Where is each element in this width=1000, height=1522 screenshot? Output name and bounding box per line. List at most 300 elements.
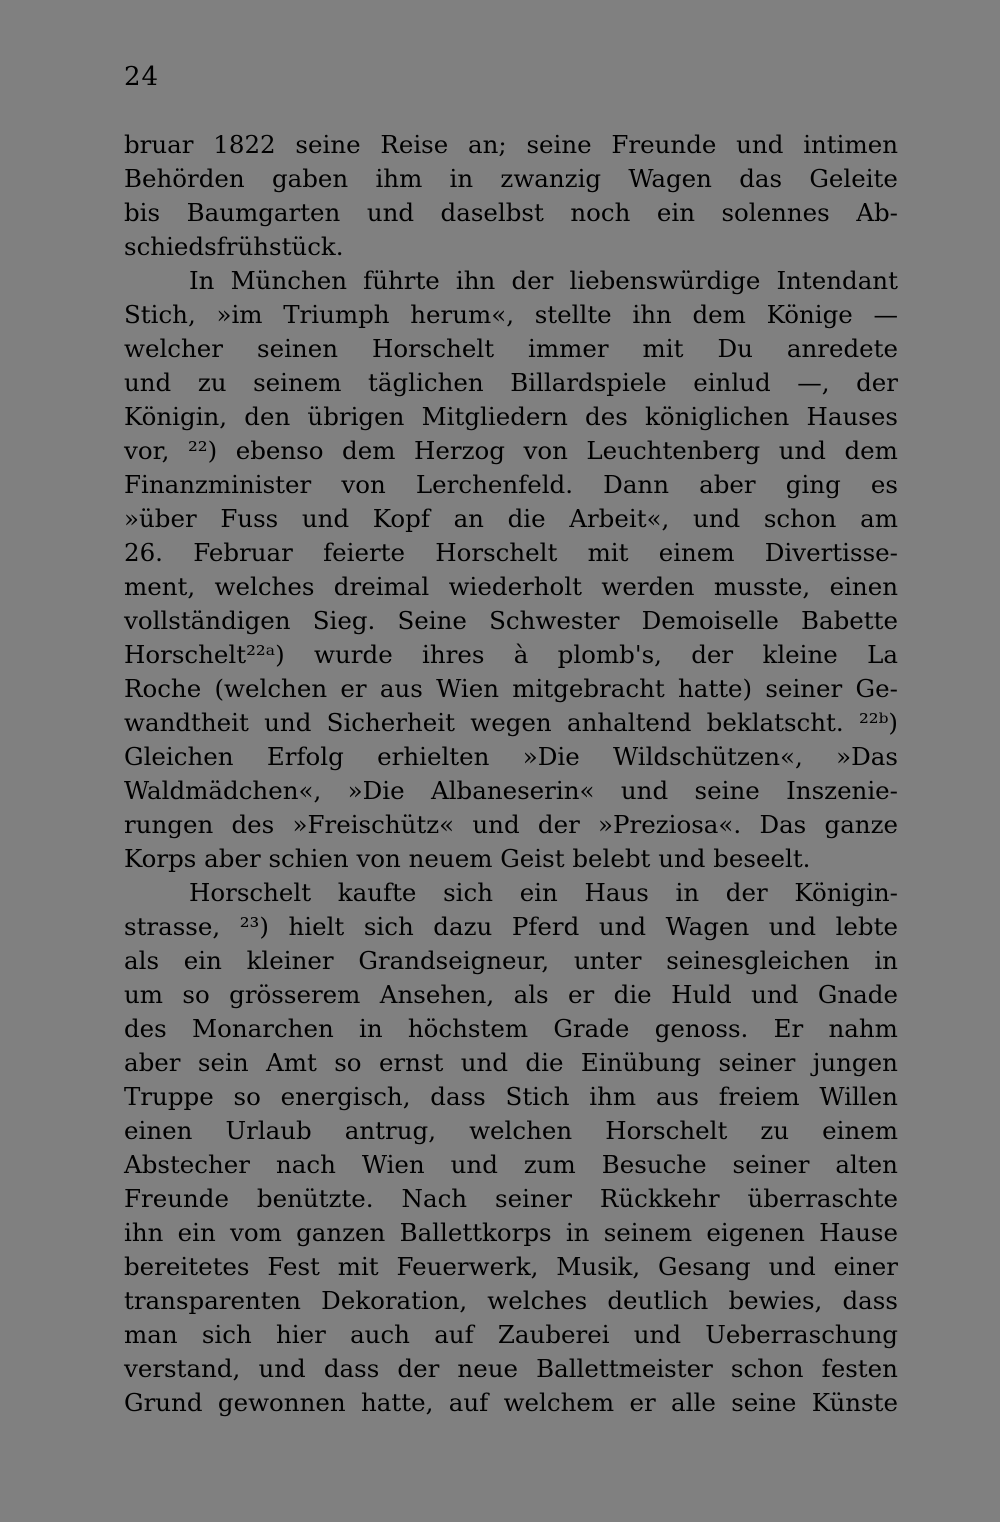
word: Dekoration, (321, 1286, 468, 1315)
word: hier (276, 1320, 326, 1349)
word: ihn (455, 266, 496, 295)
word: freiem (718, 1082, 800, 1111)
word: neuem (408, 844, 493, 873)
word: täglichen (368, 368, 484, 397)
word: herum«, (410, 300, 515, 329)
word: Seine (397, 606, 467, 635)
word: anredete (786, 334, 898, 363)
word: Ab- (856, 198, 898, 227)
word: ein (519, 878, 558, 907)
text-line (124, 672, 898, 706)
text-line (124, 230, 898, 264)
text-line (124, 332, 898, 366)
word: Einübung (580, 1048, 702, 1077)
word: dass (430, 1082, 486, 1111)
word: Horschelt²²ᵃ) (124, 640, 285, 669)
word: und (633, 1320, 682, 1349)
word: des (124, 1014, 167, 1043)
word: Geleite (809, 164, 898, 193)
word: kleiner (246, 946, 334, 975)
word: Korps (124, 844, 197, 873)
word: nahm (828, 1014, 898, 1043)
word: Haus (584, 878, 649, 907)
word: er (568, 980, 595, 1009)
word: der (691, 640, 734, 669)
text-line (124, 604, 898, 638)
word: der (856, 368, 898, 397)
word: dass (323, 1354, 380, 1383)
word: seinen (257, 334, 338, 363)
text-line (124, 1352, 898, 1386)
word: seinem (253, 368, 342, 397)
word: ²²ᵇ) (858, 708, 898, 737)
word: seiner (732, 1150, 810, 1179)
word: Arbeit«, (569, 504, 670, 533)
word: antrug, (344, 1116, 436, 1145)
word: Pferd (511, 912, 580, 941)
word: feierte (323, 538, 406, 567)
word: wegen (470, 708, 552, 737)
word: Grund (124, 1388, 203, 1417)
word: Ansehen, (379, 980, 495, 1009)
word: Erfolg (266, 742, 344, 771)
word: immer (528, 334, 609, 363)
word: »Freischütz« (292, 810, 455, 839)
word: »Das (836, 742, 898, 771)
word: Amt (266, 1048, 317, 1077)
word: auf (434, 1320, 474, 1349)
word: Er (773, 1014, 804, 1043)
word: seiner (765, 674, 843, 703)
word: er (340, 674, 367, 703)
text-line (124, 978, 898, 1012)
word: Rückkehr (599, 1184, 720, 1213)
text-line (124, 706, 898, 740)
word: Urlaub (225, 1116, 312, 1145)
word: vom (230, 1218, 282, 1247)
word: Du (717, 334, 753, 363)
word: 1822 (213, 130, 276, 159)
word: Horschelt (371, 334, 495, 363)
word: einem (822, 1116, 898, 1145)
word: in (449, 164, 474, 193)
word: welches (214, 572, 315, 601)
text-line (124, 1318, 898, 1352)
word: am (860, 504, 898, 533)
word: Behörden (124, 164, 245, 193)
word: ihm (589, 1082, 637, 1111)
word: hielt (288, 912, 345, 941)
word: Nach (401, 1184, 468, 1213)
word: Sicherheit (326, 708, 455, 737)
word: Ge- (855, 674, 898, 703)
word: königlichen (644, 402, 790, 431)
word: die (525, 1048, 564, 1077)
text-line (124, 1250, 898, 1284)
body-text (124, 128, 898, 1420)
word: Huld (671, 980, 732, 1009)
word: gaben (271, 164, 349, 193)
word: der (725, 878, 768, 907)
word: bewies, (728, 1286, 823, 1315)
word: Herzog (414, 436, 505, 465)
word: Sieg. (312, 606, 376, 635)
word: unter (573, 946, 642, 975)
word: Ballettkorps (399, 1218, 552, 1247)
text-line (124, 910, 898, 944)
word: anhaltend (566, 708, 692, 737)
word: à (513, 640, 529, 669)
text-line (124, 536, 898, 570)
text-line (124, 366, 898, 400)
word: seine (526, 130, 592, 159)
word: Hauses (806, 402, 898, 431)
word: schien (268, 844, 349, 873)
word: Inszenie- (786, 776, 898, 805)
word: gewonnen (217, 1388, 346, 1417)
word: an; (468, 130, 507, 159)
word: Dann (603, 470, 669, 499)
word: Reise (380, 130, 449, 159)
word: ein (183, 946, 222, 975)
word: Stich (505, 1082, 570, 1111)
word: das (739, 164, 783, 193)
text-line (124, 502, 898, 536)
word: welches (487, 1286, 588, 1315)
text-line (124, 196, 898, 230)
word: von (523, 436, 568, 465)
word: ²³) (239, 912, 269, 941)
word: er (629, 1388, 656, 1417)
word: hatte, (361, 1388, 434, 1417)
word: des (585, 402, 628, 431)
word: Königin- (794, 878, 898, 907)
word: seinesgleichen (666, 946, 850, 975)
word: Triumph (283, 300, 390, 329)
word: Divertisse- (764, 538, 898, 567)
word: strasse, (124, 912, 221, 941)
text-line (124, 1182, 898, 1216)
word: (welchen (214, 674, 328, 703)
word: bereitetes (124, 1252, 250, 1281)
word: seiner (718, 1048, 796, 1077)
word: seiner (495, 1184, 572, 1213)
word: neue (457, 1354, 518, 1383)
word: welchen (469, 1116, 573, 1145)
word: ein (656, 198, 695, 227)
word: kleine (762, 640, 838, 669)
word: Gesang (658, 1252, 751, 1281)
word: aber (124, 1048, 181, 1077)
word: Babette (801, 606, 898, 635)
page-number: 24 (124, 62, 160, 92)
word: Leuchtenberg (586, 436, 761, 465)
word: und (450, 1150, 498, 1179)
word: benützte. (256, 1184, 374, 1213)
word: als (513, 980, 549, 1009)
word: seine (295, 130, 361, 159)
text-line (124, 298, 898, 332)
word: noch (570, 198, 631, 227)
word: aber (204, 844, 261, 873)
word: Hause (819, 1218, 898, 1247)
text-line (124, 876, 898, 910)
word: ihn (124, 1218, 164, 1247)
text-line (124, 808, 898, 842)
word: Horschelt (189, 878, 312, 907)
text-line (124, 944, 898, 978)
word: in (565, 1218, 590, 1247)
word: In (189, 266, 215, 295)
word: deutlich (607, 1286, 709, 1315)
word: Wien (436, 674, 499, 703)
word: und (264, 708, 312, 737)
word: lebte (835, 912, 898, 941)
word: beseelt. (713, 844, 811, 873)
word: beklatscht. (706, 708, 844, 737)
word: genoss. (654, 1014, 749, 1043)
word: man (124, 1320, 178, 1349)
text-line (124, 128, 898, 162)
word: Das (759, 810, 807, 839)
word: seine (731, 1388, 797, 1417)
word: Fuss (220, 504, 279, 533)
word: von (341, 470, 386, 499)
word: mit (337, 1252, 379, 1281)
word: grösserem (229, 980, 361, 1009)
word: ²²) (187, 436, 218, 465)
word: ihres (422, 640, 485, 669)
word: »Preziosa«. (598, 810, 742, 839)
text-line (124, 1284, 898, 1318)
word: aus (655, 1082, 699, 1111)
word: Schwester (489, 606, 620, 635)
word: dem (844, 436, 898, 465)
text-line (124, 1080, 898, 1114)
word: festen (821, 1354, 898, 1383)
word: sich (443, 878, 494, 907)
word: der (397, 1354, 440, 1383)
word: belebt (572, 844, 651, 873)
word: Musik, (556, 1252, 641, 1281)
word: an (453, 504, 484, 533)
text-line (124, 1148, 898, 1182)
word: der (511, 266, 554, 295)
text-line (124, 570, 898, 604)
word: von (356, 844, 401, 873)
word: München (230, 266, 348, 295)
word: dem (342, 436, 396, 465)
word: schiedsfrühstück. (124, 232, 344, 261)
word: dass (842, 1286, 898, 1315)
word: ebenso (235, 436, 324, 465)
word: ganzen (296, 1218, 386, 1247)
word: und (751, 980, 799, 1009)
word: Stich, (124, 300, 196, 329)
text-line (124, 434, 898, 468)
text-line (124, 400, 898, 434)
word: ment, (124, 572, 196, 601)
word: seinem (603, 1218, 693, 1247)
word: und (598, 912, 647, 941)
word: und (460, 1048, 509, 1077)
word: und (258, 1354, 306, 1383)
word: Horschelt (435, 538, 558, 567)
word: rungen (124, 810, 214, 839)
word: des (231, 810, 275, 839)
word: zum (523, 1150, 576, 1179)
word: Kopf (372, 504, 430, 533)
word: Roche (124, 674, 202, 703)
word: ihn (632, 300, 672, 329)
word: Ueberraschung (705, 1320, 898, 1349)
word: Freunde (611, 130, 717, 159)
word: auch (350, 1320, 410, 1349)
word: La (867, 640, 898, 669)
word: hatte) (677, 674, 753, 703)
word: dem (692, 300, 746, 329)
word: dazu (433, 912, 493, 941)
word: Feuerwerk, (396, 1252, 539, 1281)
word: Baumgarten (186, 198, 341, 227)
word: sich (363, 912, 414, 941)
word: Mitgliedern (421, 402, 568, 431)
word: schon (763, 504, 837, 533)
word: werden (601, 572, 695, 601)
word: führte (363, 266, 440, 295)
word: wiederholt (448, 572, 582, 601)
word: Grandseigneur, (358, 946, 550, 975)
word: musste, (713, 572, 811, 601)
word: schon (730, 1354, 804, 1383)
word: so (233, 1082, 261, 1111)
word: solennes (721, 198, 830, 227)
word: höchstem (407, 1014, 529, 1043)
word: stellte (534, 300, 612, 329)
word: und (778, 436, 826, 465)
text-line (124, 1046, 898, 1080)
word: Künste (811, 1388, 898, 1417)
word: »im (216, 300, 263, 329)
word: »Die (522, 742, 580, 771)
word: Freunde (124, 1184, 229, 1213)
word: in (874, 946, 898, 975)
word: Gleichen (124, 742, 234, 771)
word: überraschte (747, 1184, 898, 1213)
word: und (768, 1252, 816, 1281)
word: ernst (378, 1048, 444, 1077)
text-line (124, 162, 898, 196)
word: die (613, 980, 652, 1009)
word: wandtheit (124, 708, 249, 737)
word: dreimal (333, 572, 430, 601)
word: energisch, (280, 1082, 411, 1111)
text-line (124, 842, 898, 876)
word: Wien (361, 1150, 425, 1179)
word: Könige (766, 300, 853, 329)
word: Wagen (665, 912, 750, 941)
word: so (334, 1048, 362, 1077)
word: Fest (267, 1252, 320, 1281)
word: Zauberei (497, 1320, 610, 1349)
word: plomb's, (557, 640, 662, 669)
word: ging (785, 470, 841, 499)
word: eigenen (706, 1218, 805, 1247)
word: Grade (553, 1014, 630, 1043)
word: kaufte (337, 878, 417, 907)
word: zu (760, 1116, 790, 1145)
word: ihm (375, 164, 423, 193)
word: aus (379, 674, 423, 703)
word: Waldmädchen«, (124, 776, 322, 805)
word: —, (797, 368, 830, 397)
word: einen (829, 572, 898, 601)
text-line (124, 1216, 898, 1250)
word: Gnade (817, 980, 898, 1009)
word: mit (642, 334, 684, 363)
word: den (244, 402, 291, 431)
word: in (675, 878, 700, 907)
word: Lerchenfeld. (415, 470, 574, 499)
word: einen (124, 1116, 193, 1145)
word: intimen (803, 130, 898, 159)
word: einlud (693, 368, 771, 397)
word: daselbst (440, 198, 544, 227)
text-line (124, 638, 898, 672)
word: ganze (824, 810, 898, 839)
word: Wildschützen«, (613, 742, 803, 771)
word: zwanzig (500, 164, 602, 193)
text-line (124, 1386, 898, 1420)
word: und (736, 130, 784, 159)
word: einem (658, 538, 735, 567)
word: bis (124, 198, 161, 227)
word: mitgebracht (512, 674, 665, 703)
word: liebenswürdige (569, 266, 761, 295)
word: und (472, 810, 520, 839)
word: Ballettmeister (536, 1354, 713, 1383)
word: Intendant (776, 266, 898, 295)
word: Billardspiele (510, 368, 667, 397)
word: zu (197, 368, 227, 397)
word: der (537, 810, 580, 839)
word: vor, (124, 436, 170, 465)
word: und (124, 368, 172, 397)
word: auf (448, 1388, 489, 1417)
word: aber (699, 470, 756, 499)
word: 26. (124, 538, 163, 567)
text-line (124, 264, 898, 298)
word: und (658, 844, 706, 873)
word: jungen (812, 1048, 898, 1077)
word: Geist (500, 844, 565, 873)
word: die (507, 504, 546, 533)
word: ein (177, 1218, 216, 1247)
word: »über (124, 504, 197, 533)
word: seine (694, 776, 760, 805)
word: transparenten (124, 1286, 301, 1315)
text-line (124, 468, 898, 502)
word: sein (197, 1048, 249, 1077)
word: Königin, (124, 402, 228, 431)
word: Albaneserin« (431, 776, 595, 805)
word: welcher (124, 334, 224, 363)
word: alten (835, 1150, 898, 1179)
word: erhielten (377, 742, 490, 771)
word: einer (833, 1252, 898, 1281)
word: Finanzminister (124, 470, 312, 499)
word: Monarchen (192, 1014, 334, 1043)
